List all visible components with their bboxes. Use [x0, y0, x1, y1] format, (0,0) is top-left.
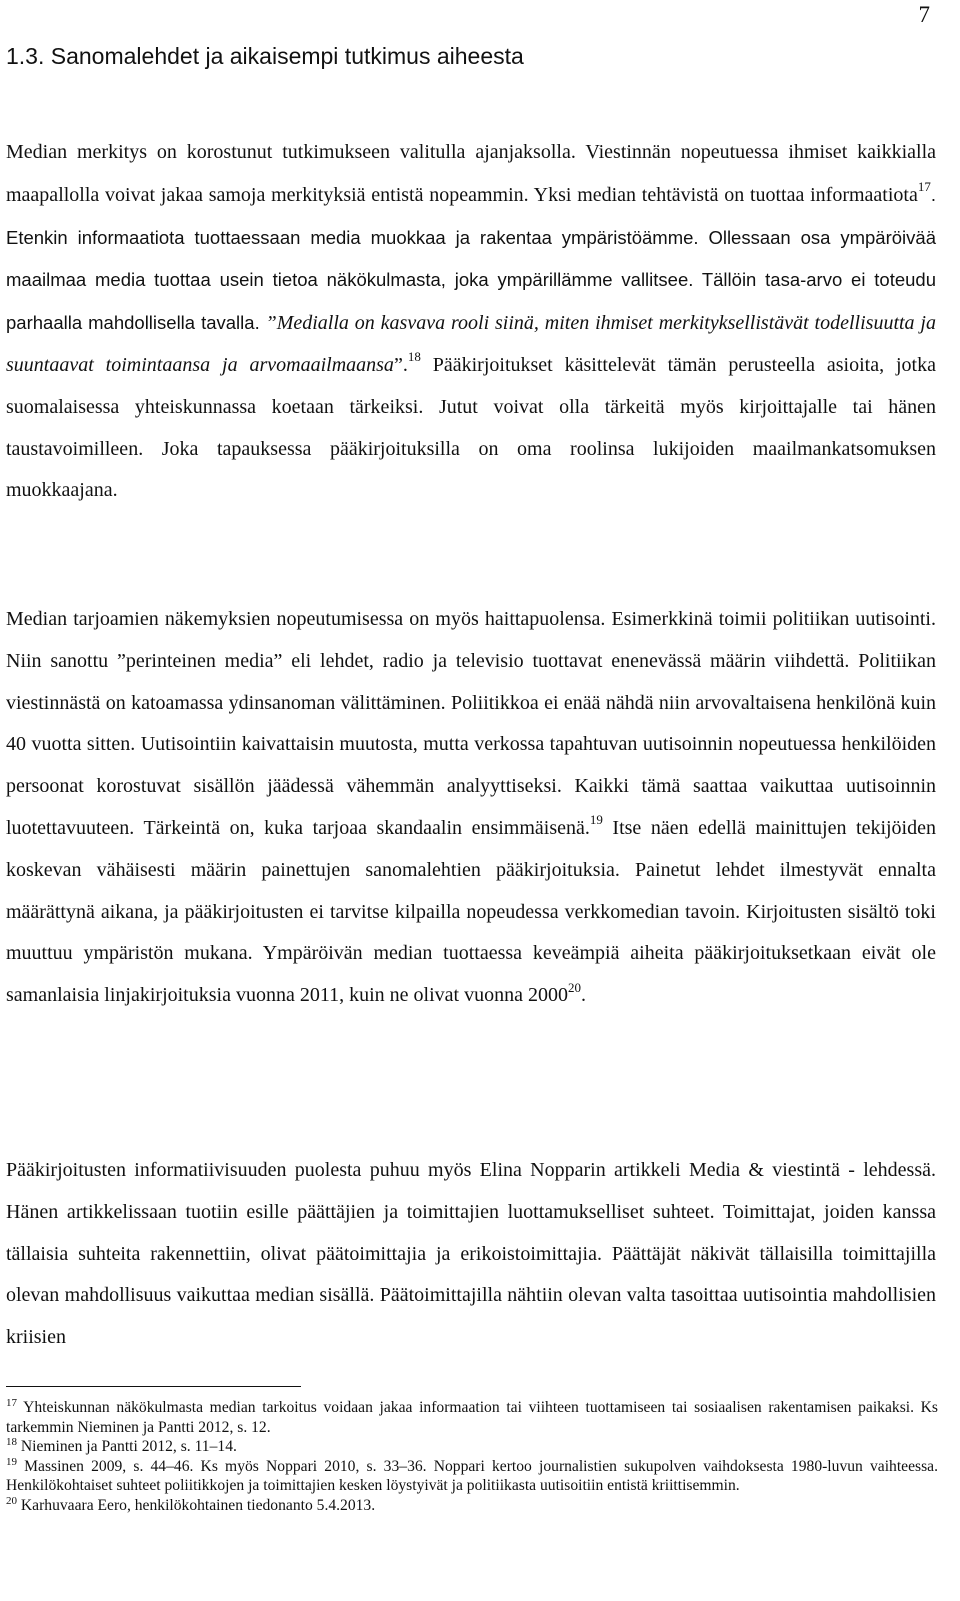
footnote-number: 18 — [6, 1436, 17, 1448]
footnote-text: Nieminen ja Pantti 2012, s. 11–14. — [20, 1438, 237, 1456]
footnote-ref-19[interactable]: 19 — [589, 812, 603, 828]
footnote-ref-20[interactable]: 20 — [567, 979, 581, 995]
paragraph-2 — [6, 599, 936, 1017]
page-number: 7 — [918, 2, 930, 27]
paragraph-1-quote: ”Medialla on kasvava rooli siinä, miten ihmiset merkityksellistävät todellisuutta ja suuntaavat toimintaansa ja arvomaailmaansa — [6, 312, 936, 376]
section-heading: 1.3. Sanomalehdet ja aikaisempi tutkimus aiheesta — [6, 43, 524, 70]
footnote — [6, 1496, 938, 1516]
footnote-number: 17 — [6, 1396, 17, 1409]
paragraph-1-text-b: . Etenkin informaatiota tuottaessaan media muokkaa ja rakentaa ympäristöämme. Ollessaan osa ympäröivää maailmaa media tuottaa usein tietoa näkökulmasta, joka ympärillämme vallitsee. Tällöin tasa-arvo ei toteudu parhaalla mahdollisella tavalla. — [6, 183, 936, 334]
footnotes — [6, 1398, 938, 1516]
paragraph-1-quote-end: ”. — [393, 353, 408, 376]
footnote-ref-17[interactable]: 17 — [917, 179, 931, 195]
paragraph-3: Pääkirjoitusten informatiivisuuden puolesta puhuu myös Elina Nopparin artikkeli Media & viestintä - lehdessä. Hänen artikkelissaan tuotiin esille päättäjien ja toimittajien luottamukselliset suhteet. Toimittajat, joiden kanssa tällaisia suhteita rakennettiin, olivat päätoimittajia ja erikoistoimittajia. Päättäjät näkivät tällaisilla toimittajilla olevan mahdollisuus vaikuttaa median sisällä. Päätoimittajilla nähtiin olevan valta tasoittaa uutisointia mahdollisien kriisien — [6, 1159, 936, 1349]
footnote-number: 19 — [6, 1455, 17, 1468]
footnote-ref-18[interactable]: 18 — [407, 349, 421, 365]
paragraph-2-text-c: . — [580, 984, 586, 1007]
paragraph-2-text-b: Itse näen edellä mainittujen tekijöiden koskevan vähäisesti määrin painettujen sanomalehtien pääkirjoituksia. Painetut lehdet ilmestyvät ennalta määrättynä aikana, ja pääkirjoitusten ei tarvitse kilpailla nopeudessa verkkomedian tavoin. Kirjoitusten sisältö toki muuttuu ympäristön mukana. Ympäröivän median tuottaessa keveämpiä aiheita pääkirjoituksetkaan eivät ole samanlaisia linjakirjoituksia vuonna 2011, kuin ne olivat vuonna 2000 — [6, 816, 936, 1007]
footnote — [6, 1457, 938, 1496]
footnote-text: Massinen 2009, s. 44–46. Ks myös Noppari 2010, s. 33–36. Noppari kertoo journalistien sukupolven vaihdoksesta 1980-luvun vaihteessa. Henkilökohtaiset suhteet poliitikkojen ja toimittajien kesken löystyivät ja politiikasta uutisoitiin entistä kriittisemmin. — [6, 1457, 938, 1495]
footnote-separator — [6, 1386, 301, 1387]
paragraph-1-text-c: Pääkirjoitukset käsittelevät tämän perusteella asioita, jotka suomalaisessa yhteiskunnassa koetaan tärkeiksi. Jutut voivat olla tärkeitä myös kirjoittajalle tai hänen taustavoimilleen. Joka tapauksessa pääkirjoituksilla on oma roolinsa lukijoiden maailmankatsomuksen muokkaajana. — [6, 353, 936, 502]
footnote-number: 20 — [6, 1494, 17, 1507]
paragraph-1 — [6, 132, 936, 512]
paragraph-1-text-a: Median merkitys on korostunut tutkimukseen valitulla ajanjaksolla. Viestinnän nopeutuessa ihmiset kaikkialla maapallolla voivat jakaa samoja merkityksiä entistä nopeammin. Yksi median tehtävistä on tuottaa informaatiota — [6, 141, 936, 206]
paragraph-2-text-a: Median tarjoamien näkemyksien nopeutumisessa on myös haittapuolensa. Esimerkkinä toimii politiikan uutisointi. Niin sanottu ”perinteinen media” eli lehdet, radio ja televisio tuottavat enenevässä määrin viihdettä. Politiikan viestinnästä on katoamassa ydinsanoman välittäminen. Poliitikkoa ei enää nähdä niin arvovaltaisena henkilönä kuin 40 vuotta sitten. Uutisointiin kaivattaisin muutosta, mutta verkossa tapahtuvan uutisoinnin nopeutuessa henkilöiden persoonat korostuvat sisällön jäädessä vähemmän analyyttiseksi. Kaikki tämä saattaa vaikuttaa uutisoinnin luotettavuuteen. Tärkeintä on, kuka tarjoaa skandaalin ensimmäisenä. — [6, 608, 936, 839]
footnote-text: Karhuvaara Eero, henkilökohtainen tiedonanto 5.4.2013. — [20, 1496, 376, 1514]
footnote — [6, 1398, 938, 1437]
footnote — [6, 1437, 938, 1457]
footnote-text: Yhteiskunnan näkökulmasta median tarkoitus voidaan jakaa informaation tai viihteen tuottamiseen tai sosiaalisen rakentamisen paikaksi. Ks tarkemmin Nieminen ja Pantti 2012, s. 12. — [6, 1399, 939, 1436]
